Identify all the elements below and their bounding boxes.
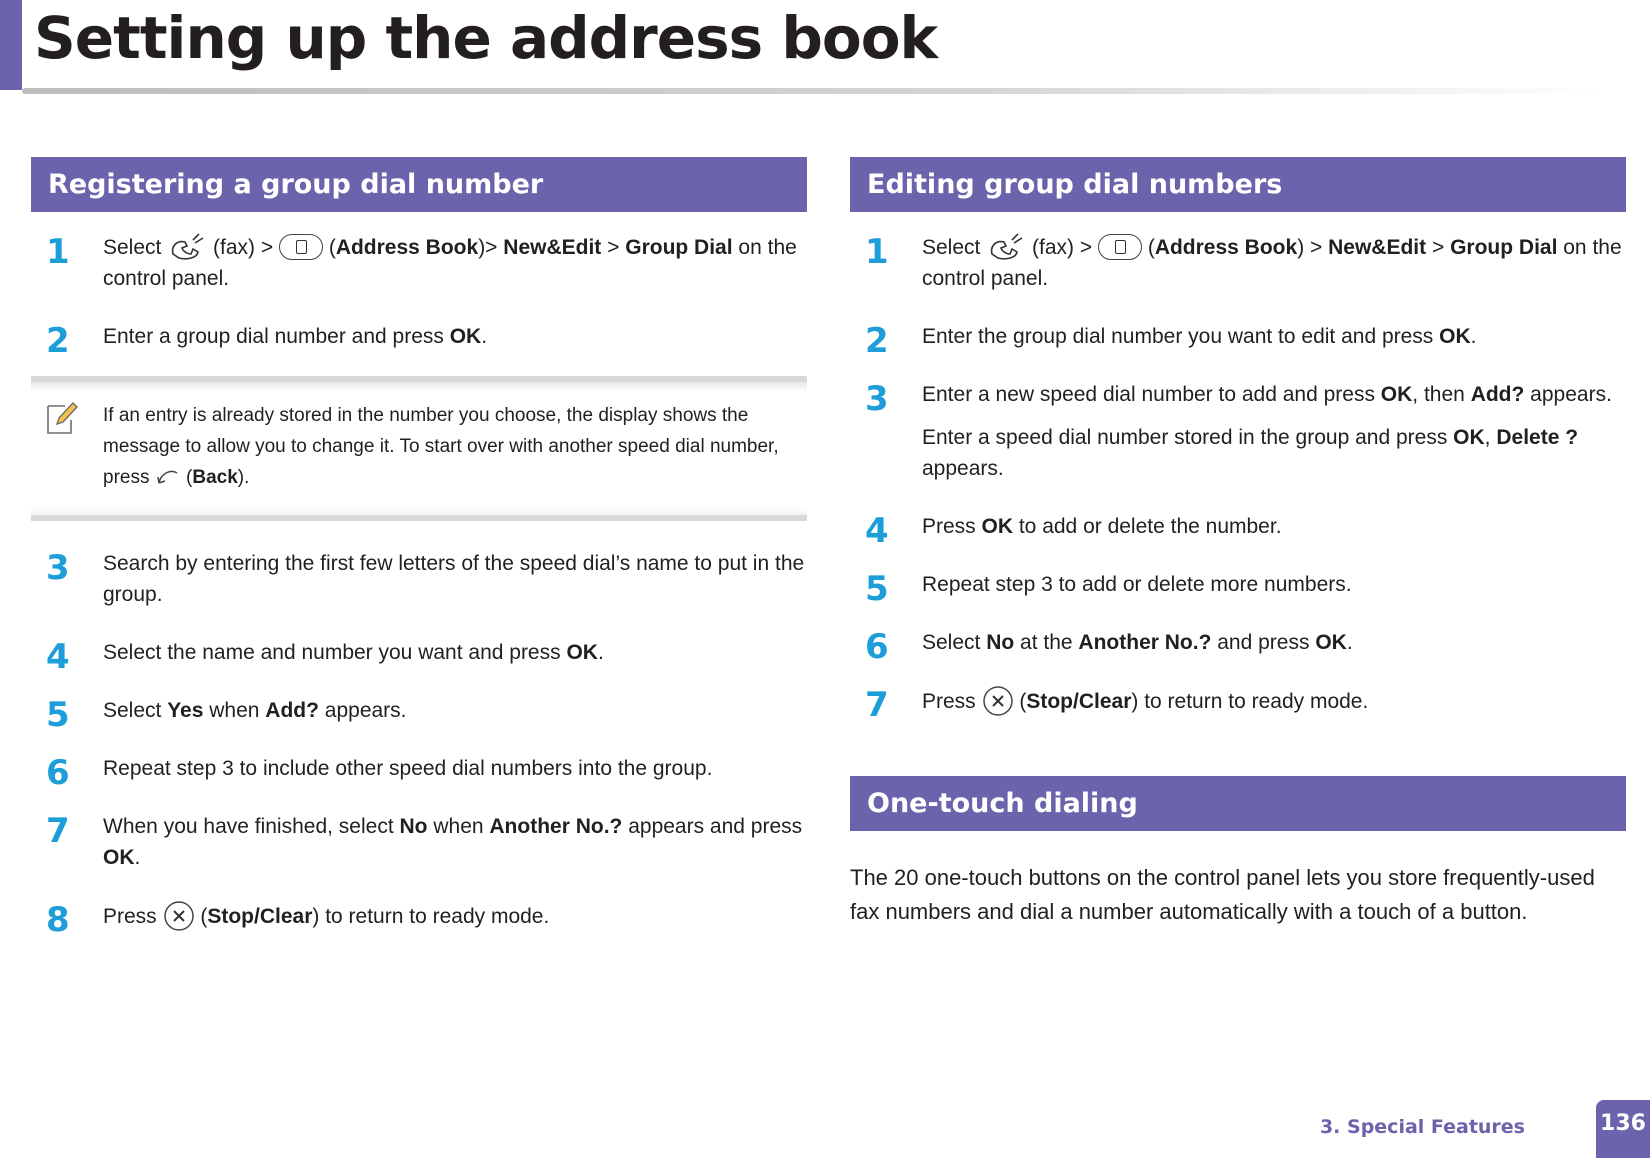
step-text: Press (Stop/Clear) to return to ready mode.	[922, 685, 1626, 717]
step-5	[850, 569, 1626, 609]
step-text: Repeat step 3 to include other speed dial numbers into the group.	[103, 757, 713, 780]
step-text: Repeat step 3 to add or delete more numbers.	[922, 573, 1352, 596]
stop-clear-icon	[163, 900, 195, 932]
back-arrow-icon	[155, 467, 181, 487]
step-number: 8	[46, 900, 70, 940]
step-number: 4	[46, 637, 70, 677]
step-number: 7	[865, 685, 889, 725]
note-text: If an entry is already stored in the number you choose, the display shows the message to allow you to change it. To start over with another speed dial number, press (Back).	[103, 405, 779, 488]
step-5	[31, 695, 807, 735]
step-number: 6	[865, 627, 889, 667]
step-number: 2	[865, 321, 889, 361]
step-6	[31, 753, 807, 793]
step-text: Select (fax) > (Address Book)> New&Edit > Group Dial on the control panel.	[103, 232, 807, 294]
left-column	[31, 157, 807, 940]
right-column	[850, 157, 1626, 929]
fax-handset-icon	[986, 232, 1026, 260]
step-number: 5	[46, 695, 70, 735]
address-book-button-icon	[1098, 234, 1142, 260]
step-text: Enter a new speed dial number to add and press OK, then Add? appears.	[922, 383, 1612, 406]
step-text: Press OK to add or delete the number.	[922, 515, 1282, 538]
step-text: Select No at the Another No.? and press OK.	[922, 631, 1353, 654]
page-number: 136	[1596, 1100, 1650, 1158]
step-8	[31, 900, 807, 940]
step-1	[850, 232, 1626, 294]
step-text: Enter a group dial number and press OK.	[103, 325, 488, 348]
step-number: 1	[865, 232, 889, 272]
step-text: Select (fax) > (Address Book) > New&Edit > Group Dial on the control panel.	[922, 232, 1626, 294]
step-number: 4	[865, 511, 889, 551]
step-number: 7	[46, 811, 70, 851]
fax-handset-icon	[167, 232, 207, 260]
step-text: Select Yes when Add? appears.	[103, 699, 407, 722]
note-pencil-icon	[45, 400, 79, 436]
step-text: Select the name and number you want and press OK.	[103, 641, 604, 664]
step-6	[850, 627, 1626, 667]
step-2	[31, 321, 807, 361]
step-3	[31, 548, 807, 610]
step-7	[850, 685, 1626, 725]
one-touch-paragraph: The 20 one-touch buttons on the control panel lets you store frequently-used fax numbers and dial a number automatically with a touch of a button.	[850, 865, 1595, 924]
footer-chapter-label: 3. Special Features	[1319, 1116, 1525, 1138]
section-header-editing: Editing group dial numbers	[850, 157, 1626, 212]
title-accent-bar	[0, 0, 22, 90]
step-subtext: Enter a speed dial number stored in the group and press OK, Delete ? appears.	[922, 426, 1579, 480]
step-4	[31, 637, 807, 677]
step-4	[850, 511, 1626, 551]
step-7	[31, 811, 807, 873]
note-box	[31, 376, 807, 521]
step-number: 3	[865, 379, 889, 419]
address-book-button-icon	[279, 234, 323, 260]
step-number: 5	[865, 569, 889, 609]
step-2	[850, 321, 1626, 361]
step-number: 3	[46, 548, 70, 588]
step-text: Press (Stop/Clear) to return to ready mode.	[103, 900, 807, 932]
step-3	[850, 379, 1626, 484]
page-title: Setting up the address book	[34, 4, 938, 72]
step-text: When you have finished, select No when Another No.? appears and press OK.	[103, 815, 803, 869]
stop-clear-icon	[982, 685, 1014, 717]
step-text: Enter the group dial number you want to edit and press OK.	[922, 325, 1477, 348]
step-number: 1	[46, 232, 70, 272]
title-divider	[22, 88, 1602, 94]
section-header-one-touch: One-touch dialing	[850, 776, 1626, 831]
step-number: 2	[46, 321, 70, 361]
step-text: Search by entering the first few letters of the speed dial’s name to put in the group.	[103, 552, 805, 606]
section-header-registering: Registering a group dial number	[31, 157, 807, 212]
step-number: 6	[46, 753, 70, 793]
step-1	[31, 232, 807, 294]
